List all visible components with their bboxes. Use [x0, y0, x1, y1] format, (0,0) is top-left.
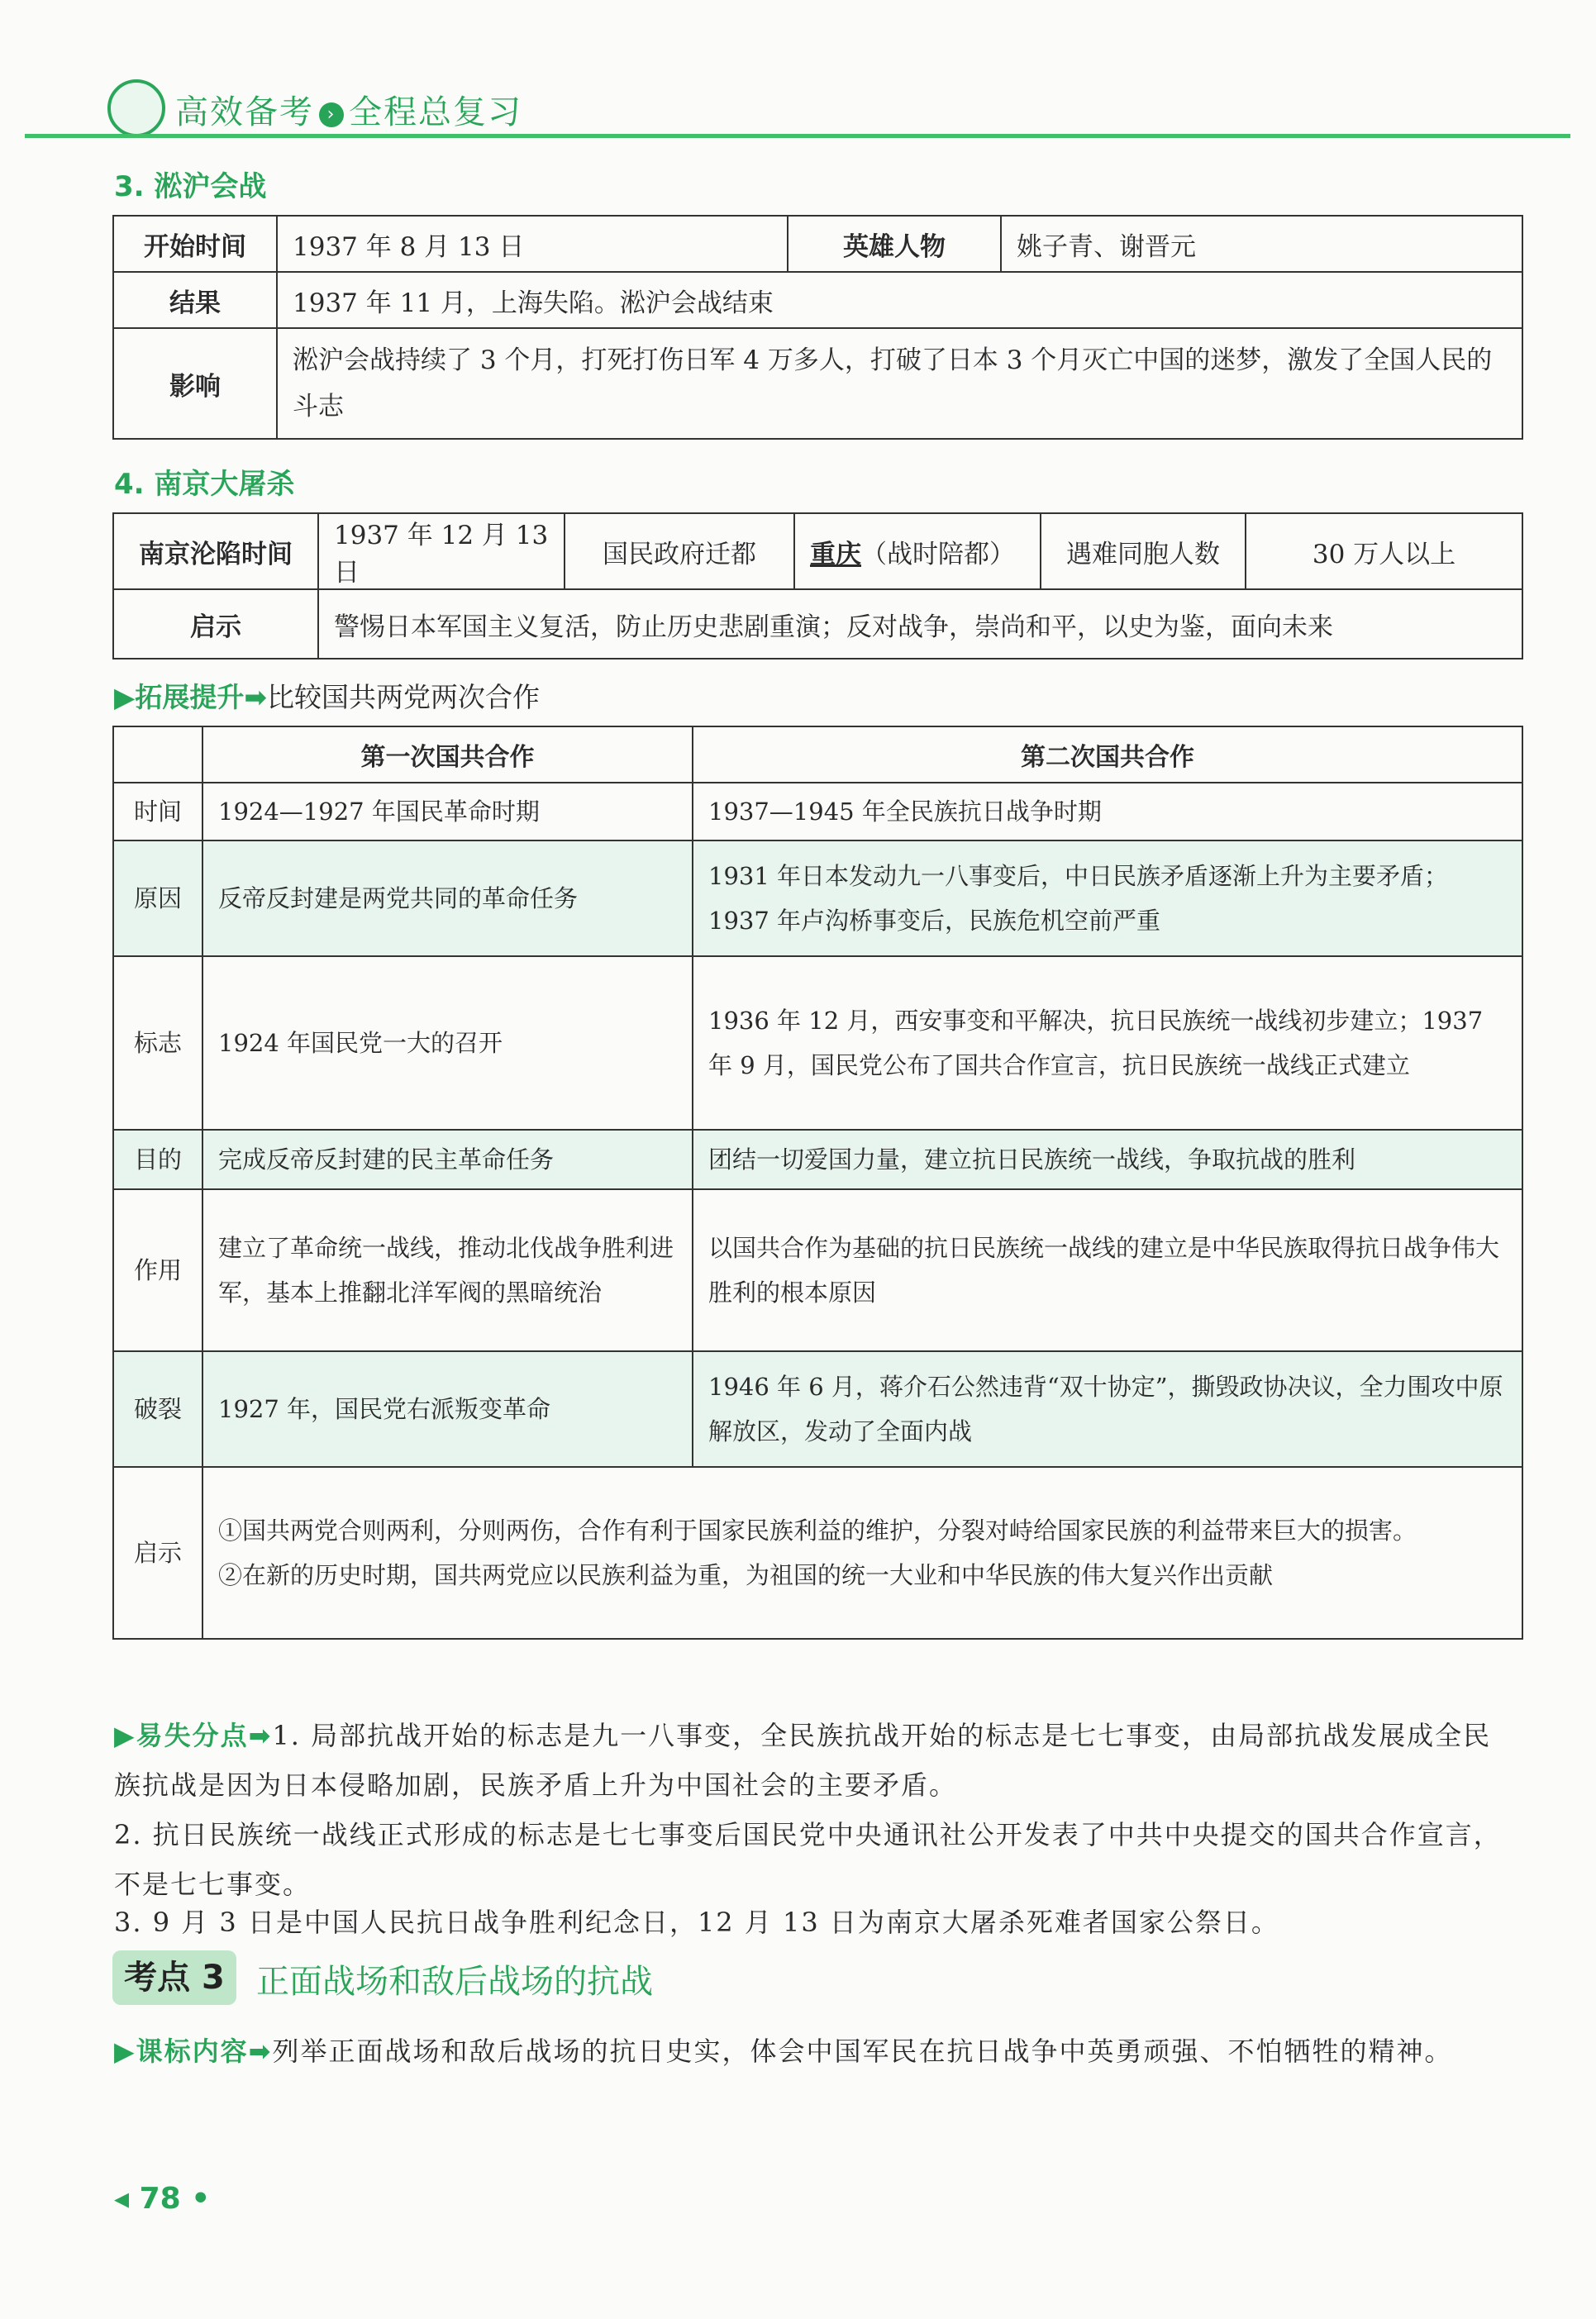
header-title [175, 86, 522, 133]
row-first: 1924 年国民党一大的召开 [202, 956, 693, 1130]
result-label: 结果 [113, 272, 277, 328]
extension-tag: ▶拓展提升➡ [114, 681, 268, 713]
lesson-value: 警惕日本军国主义复活，防止历史悲剧重演；反对战争，崇尚和平，以史为鉴，面向未来 [318, 589, 1522, 659]
corner-cell [113, 726, 202, 783]
table-row [113, 1189, 1522, 1351]
move-label: 国民政府迁都 [565, 513, 794, 589]
kaodian-title: 正面战场和敌后战场的抗战 [256, 1963, 653, 2001]
logo-icon [107, 79, 165, 137]
row-label: 目的 [113, 1130, 202, 1189]
row-second: 以国共合作为基础的抗日民族统一战线的建立是中华民族取得抗日战争伟大胜利的根本原因 [693, 1189, 1522, 1351]
move-value [794, 513, 1041, 589]
fall-value: 1937 年 12 月 13 日 [318, 513, 565, 589]
impact-label: 影响 [113, 328, 277, 439]
lesson-item-1: ①国共两党合则两利，分则两伤，合作有利于国家民族利益的维护，分裂对峙给国家民族的利益带来巨大的损害。 [218, 1517, 1417, 1545]
arrow-icon: › [319, 102, 344, 127]
row-second: 1937—1945 年全民族抗日战争时期 [693, 783, 1522, 840]
row-first: 反帝反封建是两党共同的革命任务 [202, 840, 693, 956]
table-row [113, 1130, 1522, 1189]
comparison-table [112, 726, 1523, 1640]
row-label: 时间 [113, 783, 202, 840]
lesson-cell [202, 1467, 1522, 1639]
row-first: 建立了革命统一战线，推动北伐战争胜利进军，基本上推翻北洋军阀的黑暗统治 [202, 1189, 693, 1351]
row-label: 启示 [113, 1467, 202, 1639]
result-value: 1937 年 11 月，上海失陷。淞沪会战结束 [277, 272, 1522, 328]
table-row [113, 840, 1522, 956]
section3-table [112, 215, 1523, 440]
curriculum-content [114, 2026, 1511, 2076]
curriculum-text: 列举正面战场和敌后战场的抗日史实，体会中国军民在抗日战争中英勇顽强、不怕牺牲的精神。 [272, 2036, 1453, 2067]
table-row [113, 1351, 1522, 1467]
table-row [113, 783, 1522, 840]
row-first: 1927 年，国民党右派叛变革命 [202, 1351, 693, 1467]
start-value: 1937 年 8 月 13 日 [277, 216, 788, 272]
pitfall-2: 2. 抗日民族统一战线正式形成的标志是七七事变后国民党中央通讯社公开发表了中共中央提交的国共合作宣言，不是七七事变。 [114, 1819, 1502, 1900]
row-second: 团结一切爱国力量，建立抗日民族统一战线，争取抗战的胜利 [693, 1130, 1522, 1189]
page-header [25, 79, 1570, 137]
extension-heading [114, 676, 540, 715]
curriculum-tag: ▶课标内容➡ [114, 2036, 273, 2067]
section4-table [112, 512, 1523, 660]
row-second: 1931 年日本发动九一八事变后，中日民族矛盾逐渐上升为主要矛盾；1937 年卢沟桥事变后，民族危机空前严重 [693, 840, 1522, 956]
row-first: 完成反帝反封建的民主革命任务 [202, 1130, 693, 1189]
victims-value: 30 万人以上 [1246, 513, 1522, 589]
col-second-header: 第二次国共合作 [693, 726, 1522, 783]
header-title-part2: 全程总复习 [349, 93, 522, 131]
row-second: 1936 年 12 月，西安事变和平解决，抗日民族统一战线初步建立；1937 年 9 月，国民党公布了国共合作宣言，抗日民族统一战线正式建立 [693, 956, 1522, 1130]
header-title-part1: 高效备考 [175, 93, 314, 131]
section3-title: 3. 淞沪会战 [114, 170, 267, 203]
pitfall-3: 3. 9 月 3 日是中国人民抗日战争胜利纪念日，12 月 13 日为南京大屠杀死难者国家公祭日。 [114, 1907, 1279, 1938]
start-label: 开始时间 [113, 216, 277, 272]
move-value-emph: 重庆 [810, 539, 861, 569]
row-first: 1924—1927 年国民革命时期 [202, 783, 693, 840]
impact-value: 淞沪会战持续了 3 个月，打死打伤日军 4 万多人，打破了日本 3 个月灭亡中国的迷梦，激发了全国人民的斗志 [277, 328, 1522, 439]
lesson-label: 启示 [113, 589, 318, 659]
hero-label: 英雄人物 [788, 216, 1001, 272]
row-label: 原因 [113, 840, 202, 956]
pitfall-tag: ▶易失分点➡ [114, 1720, 273, 1751]
lesson-item-2: ②在新的历史时期，国共两党应以民族利益为重，为祖国的统一大业和中华民族的伟大复兴作出贡献 [218, 1561, 1274, 1589]
victims-label: 遇难同胞人数 [1041, 513, 1246, 589]
move-value-rest: （战时陪都） [861, 539, 1015, 569]
row-label: 标志 [113, 956, 202, 1130]
row-label: 破裂 [113, 1351, 202, 1467]
pitfall-1 [114, 1711, 1511, 1810]
kaodian-badge: 考点 3 [112, 1950, 236, 2005]
section4-title: 4. 南京大屠杀 [114, 468, 295, 501]
extension-title: 比较国共两党两次合作 [267, 681, 541, 713]
pitfall-1-text: 1. 局部抗战开始的标志是九一八事变，全民族抗战开始的标志是七七事变，由局部抗战发展成全民族抗战是因为日本侵略加剧，民族矛盾上升为中国社会的主要矛盾。 [114, 1720, 1492, 1801]
header-divider [25, 134, 1570, 138]
fall-label: 南京沦陷时间 [113, 513, 318, 589]
table-row [113, 1467, 1522, 1639]
col-first-header: 第一次国共合作 [202, 726, 693, 783]
row-second: 1946 年 6 月，蒋介石公然违背“双十协定”，撕毁政协决议，全力围攻中原解放区，发动了全面内战 [693, 1351, 1522, 1467]
row-label: 作用 [113, 1189, 202, 1351]
page-number: ◂ 78 • [114, 2182, 211, 2216]
table-row [113, 956, 1522, 1130]
hero-value: 姚子青、谢晋元 [1001, 216, 1522, 272]
